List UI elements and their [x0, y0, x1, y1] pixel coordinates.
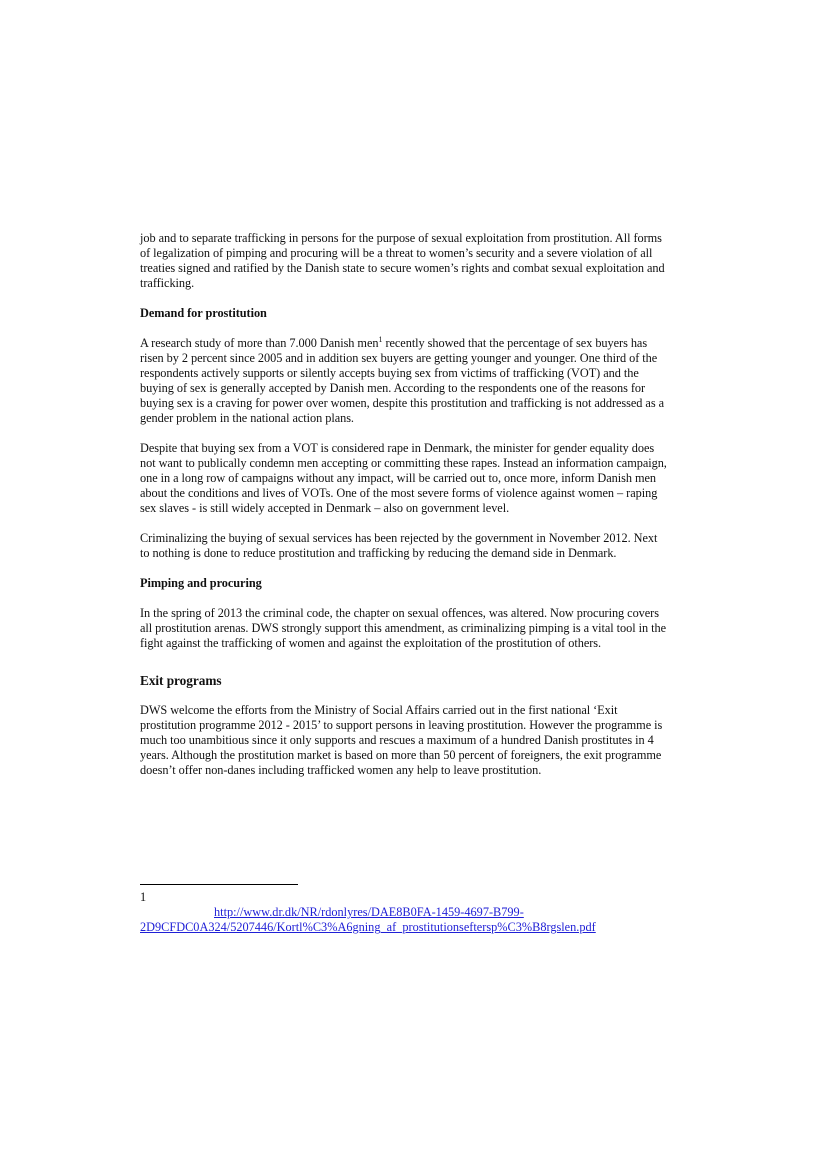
footnote-divider	[140, 884, 298, 885]
heading-demand: Demand for prostitution	[140, 306, 267, 320]
footnote-ref[interactable]: 1	[378, 334, 383, 344]
demand-paragraph-3: Criminalizing the buying of sexual services has been rejected by the government in November 2012. Next to nothing is done to reduce prostitution and trafficking by reducing the demand side in Denmark.	[140, 531, 658, 560]
demand-paragraph-1	[140, 336, 668, 426]
footnote-link[interactable]	[140, 905, 596, 934]
heading-pimping: Pimping and procuring	[140, 576, 262, 590]
exit-paragraph: DWS welcome the efforts from the Ministry of Social Affairs carried out in the first national ‘Exit prostitution programme 2012 - 2015’ to support persons in leaving prostitution. However the programme is much too unambitious since it only supports and rescues a maximum of a hundred Danish prostitutes in 4 years. Although the prostitution market is based on more than 50 percent of foreigners, the exit programme doesn’t offer non-danes including trafficked women any help to leave prostitution.	[140, 703, 663, 777]
footnote-number: 1	[140, 890, 147, 904]
footnote	[140, 890, 680, 935]
intro-paragraph: job and to separate trafficking in persons for the purpose of sexual exploitation from prostitution. All forms of legalization of pimping and procuring will be a threat to women’s security and a severe violation of all treaties signed and ratified by the Danish state to secure women’s rights and combat sexual exploitation and trafficking.	[140, 231, 665, 290]
demand-paragraph-2: Despite that buying sex from a VOT is considered rape in Denmark, the minister for gender equality does not want to publically condemn men accepting or committing these rapes. Instead an information campaign, one in a long row of campaigns without any impact, will be carried out to, once more, inform Danish men about the conditions and lives of VOTs. One of the most severe forms of violence against women – raping sex slaves - is still widely accepted in Denmark – also on government level.	[140, 441, 667, 515]
footnote-link-line1[interactable]: http://www.dr.dk/NR/rdonlyres/DAE8B0FA-1459-4697-B799-	[214, 905, 524, 919]
page-body	[140, 231, 668, 793]
pimping-paragraph: In the spring of 2013 the criminal code, the chapter on sexual offences, was altered. Now procuring covers all prostitution arenas. DWS strongly support this amendment, as criminalizing pimping is a vital tool in the fight against the trafficking of women and against the exploitation of the prostitution of others.	[140, 606, 666, 650]
demand-p1-text: A research study of more than 7.000 Danish men	[140, 336, 379, 350]
demand-p1-text-cont: recently showed that the percentage of sex buyers has risen by 2 percent since 2005 and in addition sex buyers are getting younger and younger. One third of the respondents actively supports or silently accepts buying sex from victims of trafficking (VOT) and the buying of sex is generally accepted by Danish men. According to the respondents one of the reasons for buying sex is a craving for power over women, despite this prostitution and trafficking is not addressed as a gender problem in the national action plans.	[140, 336, 664, 425]
footnote-link-line2[interactable]: 2D9CFDC0A324/5207446/Kortl%C3%A6gning_af_prostitutionseftersp%C3%B8rgslen.pdf	[140, 920, 596, 934]
heading-exit: Exit programs	[140, 673, 222, 688]
